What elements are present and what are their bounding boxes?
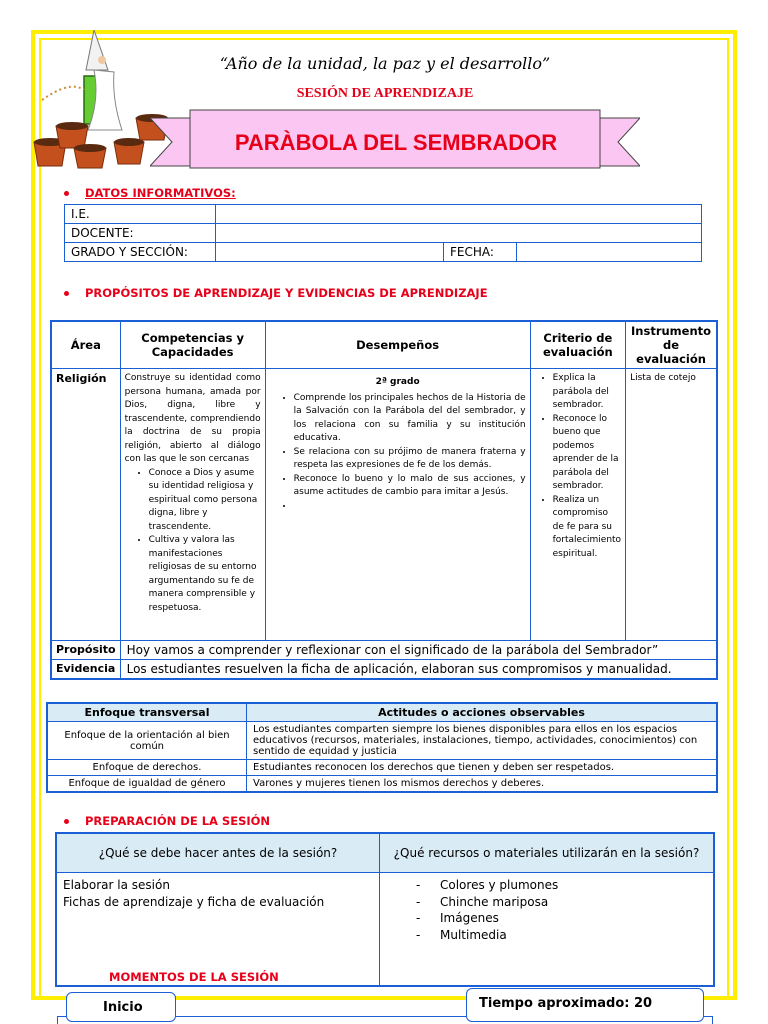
col-antes: ¿Qué se debe hacer antes de la sesión?: [56, 833, 380, 873]
criterio-cell: [530, 369, 625, 641]
grado-label: 2ª grado: [375, 377, 420, 387]
bullet-icon: [64, 191, 69, 196]
datos-heading: DATOS INFORMATIVOS:: [64, 186, 236, 200]
enfoque-cell: Enfoque de igualdad de género: [47, 776, 247, 793]
instrumento-cell: Lista de cotejo: [626, 369, 717, 641]
momentos-heading: MOMENTOS DE LA SESIÓN: [109, 970, 279, 984]
antes-item: Fichas de aprendizaje y ficha de evaluación: [63, 894, 325, 909]
antes-item: Elaborar la sesión: [63, 878, 170, 892]
criterio-item: • Explica la parábola del sembrador.: [553, 372, 621, 413]
recurso-item: - Imágenes: [416, 910, 707, 927]
desempeno-item: • Reconoce lo bueno y lo malo de sus acciones, y asume actitudes de cambio para imitar a Jesús.: [294, 473, 526, 500]
tiempo-box: Tiempo aproximado: 20: [466, 988, 704, 1022]
col-competencias: Competencias y Capacidades: [120, 321, 265, 369]
page-title: PARÀBOLA DEL SEMBRADOR: [234, 130, 558, 155]
docente-label: DOCENTE:: [65, 224, 216, 243]
recurso-item: - Colores y plumones: [416, 877, 707, 894]
col-enfoque: Enfoque transversal: [47, 703, 247, 722]
enfoque-cell: Enfoque de derechos.: [47, 760, 247, 776]
col-criterio: Criterio de evaluación: [530, 321, 625, 369]
col-recursos: ¿Qué recursos o materiales utilizarán en la sesión?: [380, 833, 715, 873]
competencia-item: • Conoce a Dios y asume su identidad religiosa y espiritual como persona digna, libre y trascendente.: [149, 467, 261, 535]
desempenos-cell: [265, 369, 530, 641]
enfoques-table: [46, 702, 718, 793]
col-instrumento: Instrumento de evaluación: [626, 321, 717, 369]
session-label: SESIÓN DE APRENDIZAJE: [296, 86, 474, 101]
bullet-icon: [64, 819, 69, 824]
actitud-cell: Varones y mujeres tienen los mismos derechos y deberes.: [247, 776, 718, 793]
preparacion-table: [55, 832, 715, 987]
recurso-item: - Chinche mariposa: [416, 894, 707, 911]
docente-value: [216, 224, 702, 243]
desempeno-item: • Comprende los principales hechos de la Historia de la Salvación con la Parábola del del sembrador, y los relaciona con su familia y su institución educativa.: [294, 392, 526, 446]
motto-line: “Año de la unidad, la paz y el desarrollo”: [219, 54, 551, 73]
desempeno-item: [294, 500, 526, 514]
actitud-cell: Estudiantes reconocen los derechos que tienen y deben ser respetados.: [247, 760, 718, 776]
grado-label: GRADO Y SECCIÓN:: [65, 243, 216, 262]
fecha-value: [517, 243, 702, 262]
ie-label: I.E.: [65, 205, 216, 224]
wizard-face: [98, 56, 106, 64]
evidencia-label: Evidencia: [51, 660, 120, 680]
preparacion-heading: PREPARACIÓN DE LA SESIÓN: [64, 814, 270, 828]
col-actitudes: Actitudes o acciones observables: [247, 703, 718, 722]
competencia-item: • Cultiva y valora las manifestaciones religiosas de su entorno argumentando su fe de manera comprensible y respetuosa.: [149, 534, 261, 615]
recurso-item: - Multimedia: [416, 927, 707, 944]
area-cell: Religión: [51, 369, 120, 641]
criterio-item: • Realiza un compromiso de fe para su fortalecimiento espiritual.: [553, 494, 621, 562]
evidencia-text: Los estudiantes resuelven la ficha de aplicación, elaboran sus compromisos y manualidad.: [120, 660, 717, 680]
actitud-cell: Los estudiantes comparten siempre los bienes disponibles para ellos en los espacios educativos (recursos, materiales, instalaciones, tiempo, actividades, conocimientos) con sentido de equidad y justicia: [247, 722, 718, 760]
wizard-hat: [86, 30, 108, 70]
bullet-icon: [64, 291, 69, 296]
proposito-label: Propósito: [51, 641, 120, 660]
antes-cell: [56, 873, 380, 987]
propositos-table: [50, 320, 718, 680]
inicio-tab: Inicio: [66, 992, 176, 1022]
col-desempenos: Desempeños: [265, 321, 530, 369]
enfoque-cell: Enfoque de la orientación al bien común: [47, 722, 247, 760]
recursos-cell: [380, 873, 715, 987]
criterio-item: • Reconoce lo bueno que podemos aprender de la parábola del sembrador.: [553, 413, 621, 494]
competencias-cell: [120, 369, 265, 641]
grado-value: [216, 243, 444, 262]
fecha-label: FECHA:: [444, 243, 517, 262]
desempeno-item: • Se relaciona con su prójimo de manera fraterna y respeta las expresiones de fe de los demás.: [294, 446, 526, 473]
ie-value: [216, 205, 702, 224]
water-drops: [42, 87, 84, 100]
propositos-heading: PROPÓSITOS DE APRENDIZAJE Y EVIDENCIAS DE APRENDIZAJE: [64, 286, 488, 300]
datos-table: [64, 204, 702, 262]
competencias-intro: Construye su identidad como persona humana, amada por Dios, digna, libre y trascendente, comprendiendo la doctrina de su propia religión, abierto al diálogo con las que le son cercanas: [124, 373, 261, 464]
proposito-text: Hoy vamos a comprender y reflexionar con el significado de la parábola del Sembrador”: [120, 641, 717, 660]
col-area: Área: [51, 321, 120, 369]
